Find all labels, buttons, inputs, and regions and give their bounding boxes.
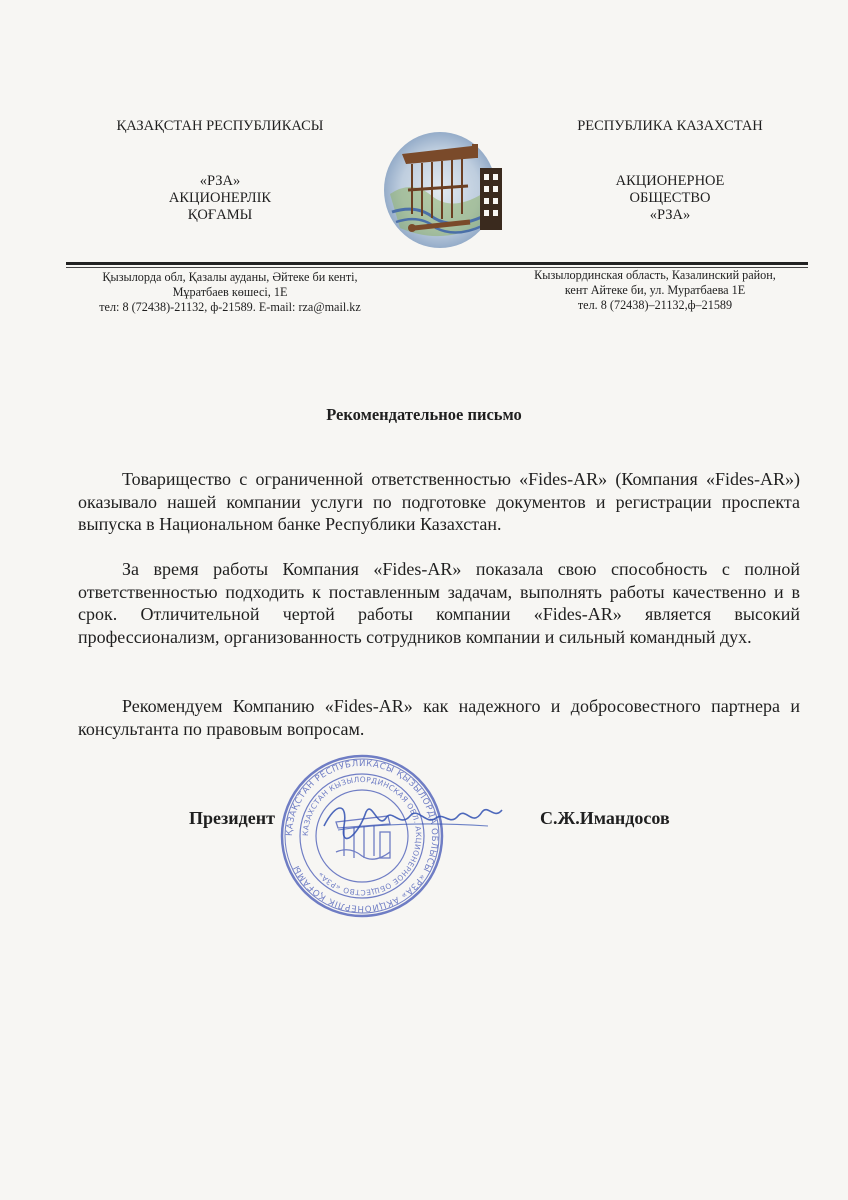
header-left-country: ҚАЗАҚСТАН РЕСПУБЛИКАСЫ — [116, 118, 324, 134]
address-left — [70, 270, 390, 315]
letter-paragraph-2: За время работы Компания «Fides-AR» показала свою способность с полной ответственностью подходить к поставленным задачам, выполнять работы качественно и в срок. Отличительной чертой работы компании «Fides-AR» является высокий профессионализм, организованность сотрудников компании и сильный командный дух. — [78, 559, 800, 647]
address-left-line1: Қызылорда обл, Қазалы ауданы, Әйтеке би кенті, — [102, 270, 358, 284]
company-logo-icon — [372, 124, 520, 252]
address-left-line2: Мұратбаев көшесі, 1Е — [172, 285, 288, 299]
stamp-inner-text: КАЗАХСТАН КЫЗЫЛОРДИНСКАЯ ОБЛ. АКЦИОНЕРНОЕ ОБЩЕСТВО «РЗА» — [300, 774, 424, 898]
header-left-kazakh — [60, 118, 380, 224]
address-right-line2: кент Айтеке би, ул. Муратбаева 1Е — [564, 283, 746, 297]
letter-paragraph-3: Рекомендуем Компанию «Fides-AR» как надежного и добросовестного партнера и консультанта по правовым вопросам. — [78, 696, 800, 739]
header-right-russian — [520, 118, 820, 224]
letter-paragraph-1: Товарищество с ограниченной ответственностью «Fides-AR» (Компания «Fides-AR») оказывало нашей компании услуги по подготовке документов и регистрации проспекта выпуска в Национальном банке Республики Казахстан. — [78, 469, 800, 535]
address-right-line3: тел. 8 (72438)–21132,ф–21589 — [577, 298, 733, 312]
header-right-org-line2: ОБЩЕСТВО — [629, 190, 711, 206]
header-left-org-line1: «РЗА» — [199, 173, 241, 189]
header-right-country: РЕСПУБЛИКА КАЗАХСТАН — [577, 118, 763, 134]
stamp-outer-text: ҚАЗАҚСТАН РЕСПУБЛИКАСЫ ҚЫЗЫЛОРДА ОБЛЫСЫ «РЗА» АКЦИОНЕРЛІК ҚОҒАМЫ — [284, 758, 440, 914]
header-left-org — [60, 173, 380, 224]
letter-title: Рекомендательное письмо — [326, 405, 522, 424]
address-left-line3: тел: 8 (72438)-21132, ф-21589. E-mail: rza@mail.kz — [99, 300, 361, 314]
signatory-role: Президент — [189, 808, 275, 828]
header-left-org-line3: ҚОҒАМЫ — [187, 207, 253, 223]
header-right-org-line3: «РЗА» — [649, 207, 691, 223]
header-left-org-line2: АКЦИОНЕРЛІК — [168, 190, 272, 206]
signatory-name: С.Ж.Имандосов — [540, 808, 670, 828]
header-divider-thick — [66, 262, 808, 265]
handwritten-signature-icon — [318, 796, 508, 840]
address-right-line1: Кызылординская область, Казалинский район, — [534, 268, 776, 282]
header-right-org-line1: АКЦИОНЕРНОЕ — [615, 173, 725, 189]
header-right-org — [520, 173, 820, 224]
address-right — [505, 268, 805, 313]
